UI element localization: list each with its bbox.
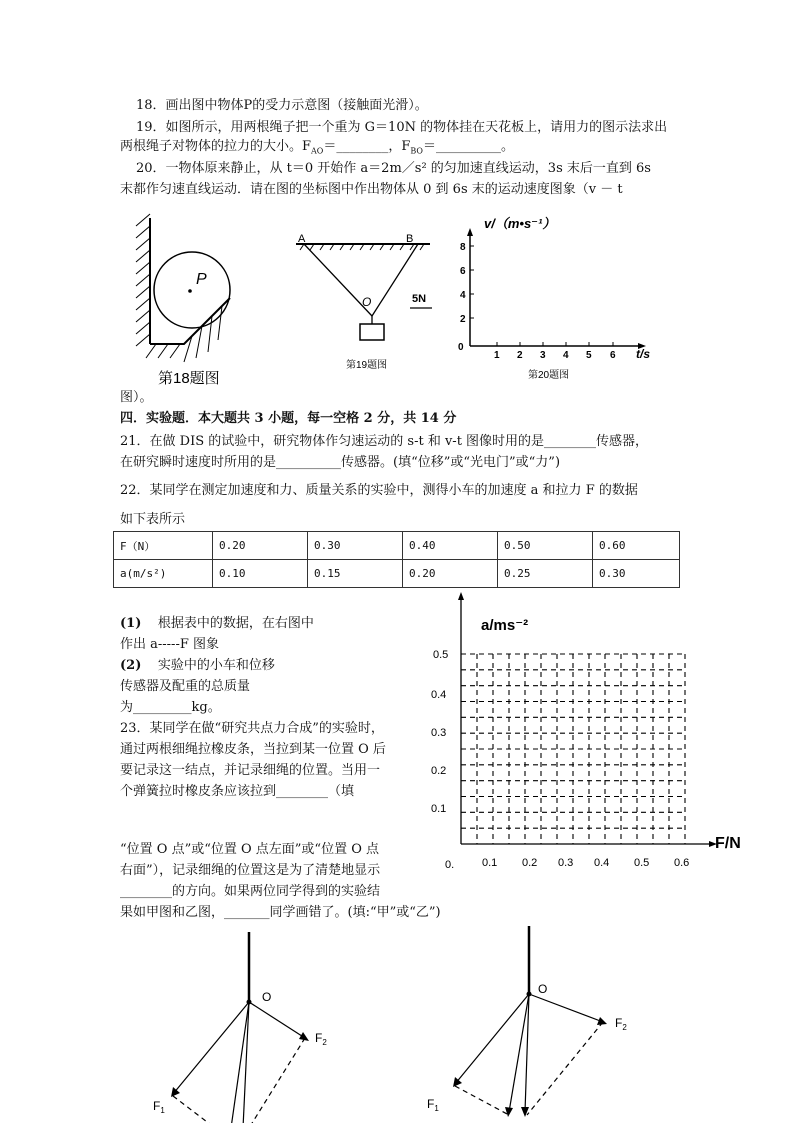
af-origin: 0. bbox=[445, 859, 455, 871]
fig19-label-o: O bbox=[362, 295, 372, 309]
fig23-left-f2: $F_2$ bbox=[315, 1031, 327, 1047]
af-y-tick: 0.2 bbox=[431, 765, 447, 777]
fig23-right-f2: $F_2$ bbox=[615, 1016, 627, 1032]
data-table bbox=[113, 531, 680, 588]
q22-line2: 如下表所示 bbox=[120, 512, 186, 527]
af-y-tick: 0.1 bbox=[431, 803, 447, 815]
af-y-tick: 0.5 bbox=[433, 649, 449, 661]
q22-sub1-line2: 作出 a-----F 图象 bbox=[120, 637, 219, 652]
table-row bbox=[114, 532, 680, 560]
fig23-right-o: O bbox=[538, 982, 548, 996]
table-row bbox=[114, 560, 680, 588]
fig23-left bbox=[145, 928, 345, 1123]
table-cell: 0.25 bbox=[498, 560, 593, 588]
fig19-label-a: A bbox=[298, 233, 306, 245]
fig19-scale: 5N bbox=[412, 293, 427, 305]
fig19-caption: 第19题图 bbox=[346, 360, 388, 371]
figure-18 bbox=[132, 212, 244, 390]
table-cell: 0.15 bbox=[308, 560, 403, 588]
q21-line2: 在研究瞬时速度时所用的是__________传感器。(填“位移”或“光电门”或“力”) bbox=[120, 455, 561, 470]
fig20-x-tick: 5 bbox=[586, 350, 592, 361]
fig20-y-label: v/（m•s⁻¹） bbox=[484, 216, 556, 231]
q22-sub1-line1: (1) 根据表中的数据，在右图中 bbox=[120, 616, 314, 631]
table-header-cell: a(m/s²) bbox=[114, 560, 213, 588]
fig23-right bbox=[425, 922, 645, 1123]
q22-line1: 22．某同学在测定加速度和力、质量关系的实验中，测得小车的加速度 a 和拉力 F 的数据 bbox=[120, 483, 638, 498]
af-x-label: F/N bbox=[715, 835, 741, 852]
q23-line5: “位置 O 点”或“位置 O 点左面”或“位置 O 点 bbox=[120, 842, 379, 857]
af-y-tick: 0.3 bbox=[431, 727, 447, 739]
fig23-left-f1: $F_1$ bbox=[153, 1099, 165, 1115]
fig20-x-tick: 6 bbox=[610, 350, 616, 361]
af-x-tick: 0.2 bbox=[522, 857, 538, 869]
q19-line2: 两根绳子对物体的拉力的大小。$F_{AO}=\_\_\_\_\_\_\_\_$，$F_{BO}=\_\_\_\_\_\_\_\_\_\_$。 bbox=[120, 139, 515, 156]
af-x-tick: 0.4 bbox=[594, 857, 610, 869]
af-grid bbox=[461, 654, 685, 844]
q22-sub2-line3: 为_________kg。 bbox=[120, 700, 221, 715]
table-cell: 0.10 bbox=[213, 560, 308, 588]
fig20-y-tick: 6 bbox=[460, 266, 466, 277]
af-x-tick: 0.5 bbox=[634, 857, 650, 869]
fig20-y-tick: 2 bbox=[460, 314, 466, 325]
fig23-left-o: O bbox=[262, 990, 272, 1004]
figure-19 bbox=[290, 228, 440, 376]
fig19-label-b: B bbox=[406, 233, 414, 245]
q23-line8: 果如甲图和乙图，_______同学画错了。(填:“甲”或“乙”) bbox=[120, 905, 441, 920]
table-cell: 0.40 bbox=[403, 532, 498, 560]
fig23-right-f1: $F_1$ bbox=[427, 1097, 439, 1113]
fig20-y-tick: 0 bbox=[458, 342, 464, 353]
q20-line3: 图）。 bbox=[120, 390, 153, 405]
fig18-label-p: P bbox=[196, 271, 207, 288]
table-cell: 0.20 bbox=[213, 532, 308, 560]
q20-line1: 20．一物体原来静止，从 t＝0 开始作 a＝2m／s² 的匀加速直线运动，3s 末后一直到 6s bbox=[136, 161, 651, 176]
figure-20 bbox=[450, 212, 670, 384]
af-y-label: a/ms⁻² bbox=[481, 617, 529, 634]
section-4-heading: 四．实验题．本大题共 3 小题，每一空格 2 分，共 14 分 bbox=[120, 411, 457, 426]
fig20-y-tick: 4 bbox=[460, 290, 466, 301]
fig20-x-label: t/s bbox=[636, 347, 651, 361]
q23-line7: ________的方向。如果两位同学得到的实验结 bbox=[120, 884, 381, 899]
fig20-x-tick: 1 bbox=[494, 350, 500, 361]
table-cell: 0.50 bbox=[498, 532, 593, 560]
af-y-tick: 0.4 bbox=[431, 689, 447, 701]
fig20-x-tick: 3 bbox=[540, 350, 546, 361]
q23-line6: 右面”），记录细绳的位置这是为了清楚地显示 bbox=[120, 863, 381, 878]
table-cell: 0.20 bbox=[403, 560, 498, 588]
af-graph bbox=[425, 590, 755, 880]
q21-line1: 21．在做 DIS 的试验中，研究物体作匀速运动的 s-t 和 v-t 图像时用的是________传感器， bbox=[120, 434, 649, 449]
table-cell: 0.30 bbox=[308, 532, 403, 560]
fig20-x-tick: 2 bbox=[517, 350, 523, 361]
q23-line4: 个弹簧拉时橡皮条应该拉到________（填 bbox=[120, 784, 355, 799]
q22-sub2-line2: 传感器及配重的总质量 bbox=[120, 679, 251, 694]
table-cell: 0.30 bbox=[593, 560, 680, 588]
fig20-x-tick: 4 bbox=[563, 350, 569, 361]
q22-sub2-line1: (2) 实验中的小车和位移 bbox=[120, 658, 275, 673]
af-x-tick: 0.6 bbox=[674, 857, 690, 869]
q23-line1: 23．某同学在做“研究共点力合成”的实验时， bbox=[120, 721, 384, 736]
q20-line2: 末都作匀速直线运动．请在图的坐标图中作出物体从 0 到 6s 末的运动速度图象（v － t bbox=[120, 182, 623, 197]
af-x-tick: 0.1 bbox=[482, 857, 498, 869]
fig20-caption: 第20题图 bbox=[528, 370, 570, 381]
q23-line2: 通过两根细绳拉橡皮条，当拉到某一位置 O 后 bbox=[120, 742, 386, 757]
q18-text: 18．画出图中物体P的受力示意图（接触面光滑）。 bbox=[136, 98, 428, 113]
q23-line3: 要记录这一结点，并记录细绳的位置。当用一 bbox=[120, 763, 381, 778]
q19-line1: 19．如图所示，用两根绳子把一个重为 G＝10N 的物体挂在天花板上，请用力的图示法求出 bbox=[136, 120, 668, 135]
af-x-tick: 0.3 bbox=[558, 857, 574, 869]
table-header-cell: F（N） bbox=[114, 532, 213, 560]
fig20-y-tick: 8 bbox=[460, 242, 466, 253]
fig18-caption: 第18题图 bbox=[158, 370, 220, 387]
table-cell: 0.60 bbox=[593, 532, 680, 560]
